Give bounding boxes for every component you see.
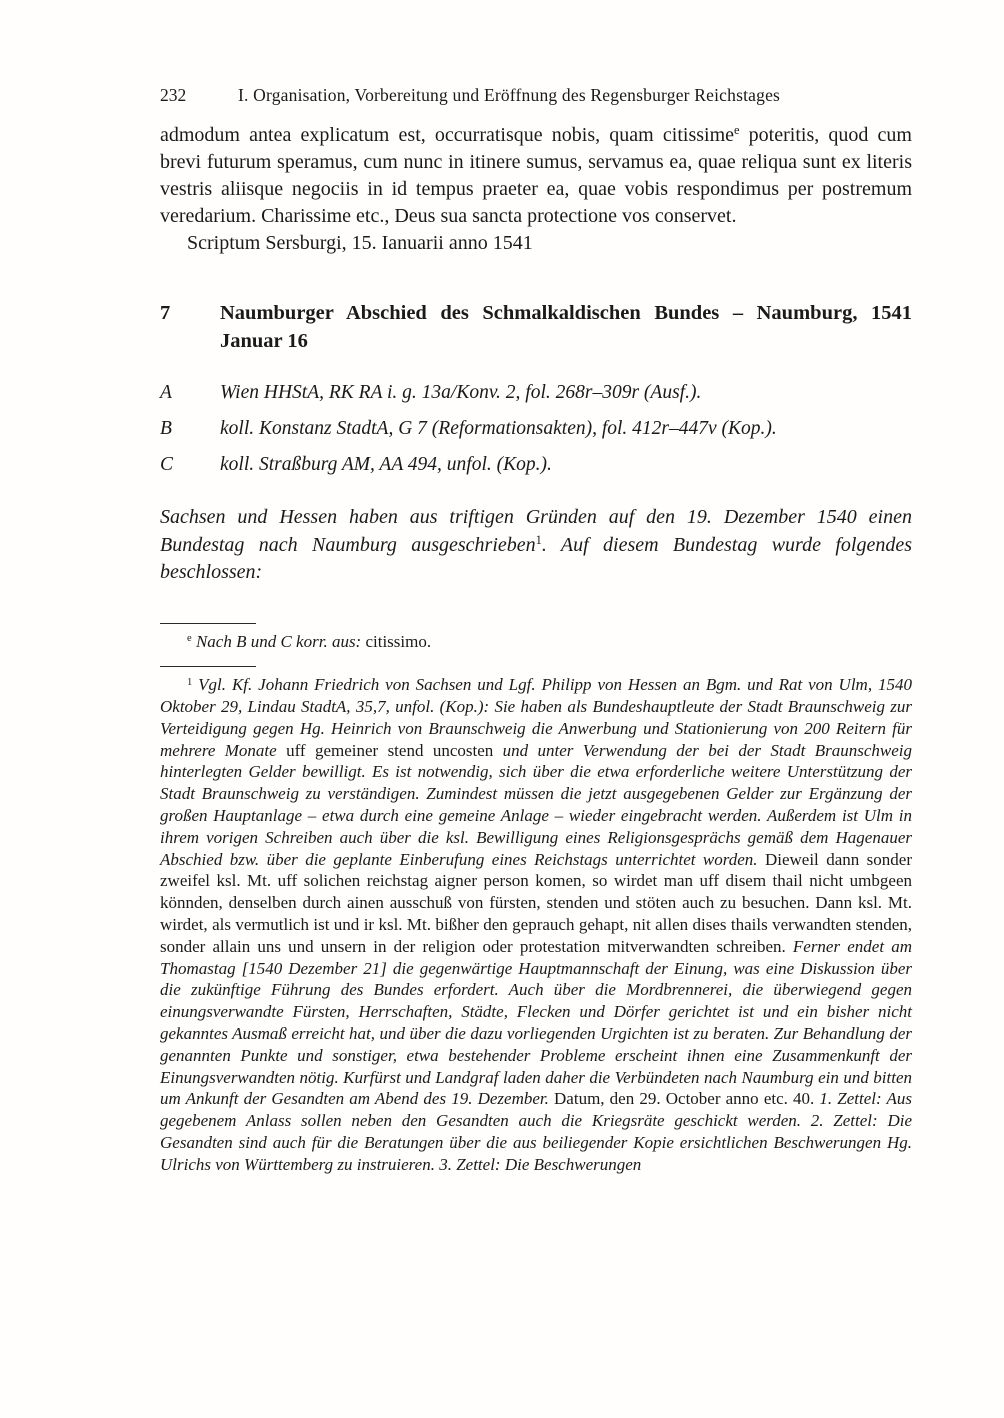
text-segment: und unter Verwendung der bei der Stadt Braunschweig hinterlegten Gelder bewilligt. Es ist notwendig, sich über die etwa erforderliche weitere Unterstützung der Stadt Braunschweig zu verständigen. Zumindest müssen die jetzt ausgegebenen Gelder zur Ergänzung der großen Hauptanlage – etwa durch eine gemeine Anlage – wieder eingebracht werden. Außerdem ist Ulm in ihrem vorigen Schreiben auch über die ksl. Bewilligung eines Religionsgesprächs gemäß dem Hagenauer Abschied bzw. über die geplante Einberufung eines Reichstags unterrichtet worden.	[160, 740, 912, 869]
footnote-separator	[160, 623, 256, 624]
footnote-reference: e	[734, 123, 740, 138]
text-segment: admodum antea explicatum est, occurratisque nobis, quam citissime	[160, 124, 735, 146]
summary-paragraph	[160, 504, 912, 587]
footnote-1	[160, 674, 912, 1175]
source-row	[160, 379, 912, 406]
source-text: koll. Konstanz StadtA, G 7 (Reformationsakten), fol. 412r–447v (Kop.).	[220, 418, 777, 439]
text-segment: uff gemeiner stend uncosten	[286, 740, 503, 760]
footnote-reference: 1	[535, 532, 542, 547]
source-list	[160, 379, 912, 478]
running-header	[160, 84, 912, 106]
source-text: Wien HHStA, RK RA i. g. 13a/Konv. 2, fol. 268r–309r (Ausf.).	[220, 382, 702, 403]
text-segment: Dieweil dann sonder zweifel ksl. Mt. uff solichen reichstag aigner person komen, so wirdet man uff disem thail nicht umbgeen könnden, denselben durch ainen ausschuß von fürsten, stenden und stöten auch zu besuchen. Dann ksl. Mt. wirdet, als vermutlich ist und ir ksl. Mt. bißher den geprauch gehapt, nit allen dises thails verwandten stenden, sonder allain uns und unsern in der religion oder protestation mitverwandten schreiben.	[160, 849, 912, 956]
footnote-reference: e	[187, 632, 192, 644]
running-header-title: I. Organisation, Vorbereitung und Eröffnung des Regensburger Reichstages	[238, 85, 781, 105]
text-segment: . Auf diesem Bundestag wurde folgendes beschlossen:	[160, 533, 912, 583]
source-siglum: C	[160, 454, 174, 475]
text-segment: poteritis, quod cum brevi futurum speramus, cum nunc in itinere sumus, servamus ea, quae reliqua sunt ex literis vestris aliisque negociis in id tempus praeter ea, quae vobis respondimus per postremum veredarium. Charissime etc., Deus sua sancta protectione vos conservet.	[160, 124, 912, 227]
source-siglum: B	[160, 418, 172, 439]
text-segment: 1. Zettel: Aus gegebenem Anlass sollen neben den Gesandten auch die Kriegsräte geschickt werden. 2. Zettel: Die Gesandten sind auch für die Beratungen über die aus beiliegender Kopie ersichtlichen Beschwerungen Hg. Ulrichs von Württemberg zu instruieren. 3. Zettel: Die Beschwerungen	[160, 1089, 912, 1174]
source-text: koll. Straßburg AM, AA 494, unfol. (Kop.).	[220, 454, 552, 475]
body-paragraph	[160, 122, 912, 230]
text-segment: Ferner endet am Thomastag [1540 Dezember 21] die gegenwärtige Hauptmannschaft der Einung, was eine Diskussion über die zukünftige Führung des Bundes erfordert. Auch über die Mordbrennerei, die überwiegend gegen einungsverwandte Fürsten, Herrschaften, Städte, Flecken und Dörfer gerichtet ist und ein bisher nicht gekanntes Ausmaß erreicht hat, und über die dazu vorliegenden Urgichten ist zu beraten. Zur Behandlung der genannten Punkte und sonstiger, etwa bestehender Probleme erscheint ihnen eine Zusammenkunft der Einungsverwandten nötig. Kurfürst und Landgraf laden daher die Verbündeten nach Naumburg ein und bitten um Ankunft der Gesandten am Abend des 19. Dezember.	[160, 936, 912, 1109]
text-segment: Nach B und C korr. aus:	[191, 631, 366, 651]
text-segment: Vgl. Kf. Johann Friedrich von Sachsen und Lgf. Philipp von Hessen an Bgm. und Rat von Ulm, 1540 Oktober 29, Lindau StadtA, 35,7, unfol. (Kop.): Sie haben als Bundeshauptleute der Stadt Braunschweig zur Verteidigung gegen Hg. Heinrich von Braunschweig die Anwerbung und Stationierung von 200 Reitern für mehrere Monate	[160, 675, 912, 760]
page-number: 232	[160, 85, 187, 105]
section-title: Naumburger Abschied des Schmalkaldischen Bundes – Naumburg, 1541 Januar 16	[220, 302, 912, 352]
text-segment: citissimo.	[365, 631, 432, 651]
source-row	[160, 415, 912, 442]
text-segment: Sachsen und Hessen haben aus triftigen Gründen auf den 19. Dezember 1540 einen Bundestag nach Naumburg ausgeschrieben	[160, 506, 912, 556]
text-segment: Datum, den 29. October anno etc. 40.	[554, 1089, 820, 1109]
footnote-separator	[160, 666, 256, 667]
dateline: Scriptum Sersburgi, 15. Ianuarii anno 1541	[187, 232, 533, 254]
section-heading	[160, 299, 912, 355]
footnote-e	[160, 631, 912, 653]
section-number: 7	[160, 302, 171, 324]
source-row	[160, 451, 912, 478]
footnote-reference: 1	[187, 676, 193, 688]
source-siglum: A	[160, 382, 172, 403]
